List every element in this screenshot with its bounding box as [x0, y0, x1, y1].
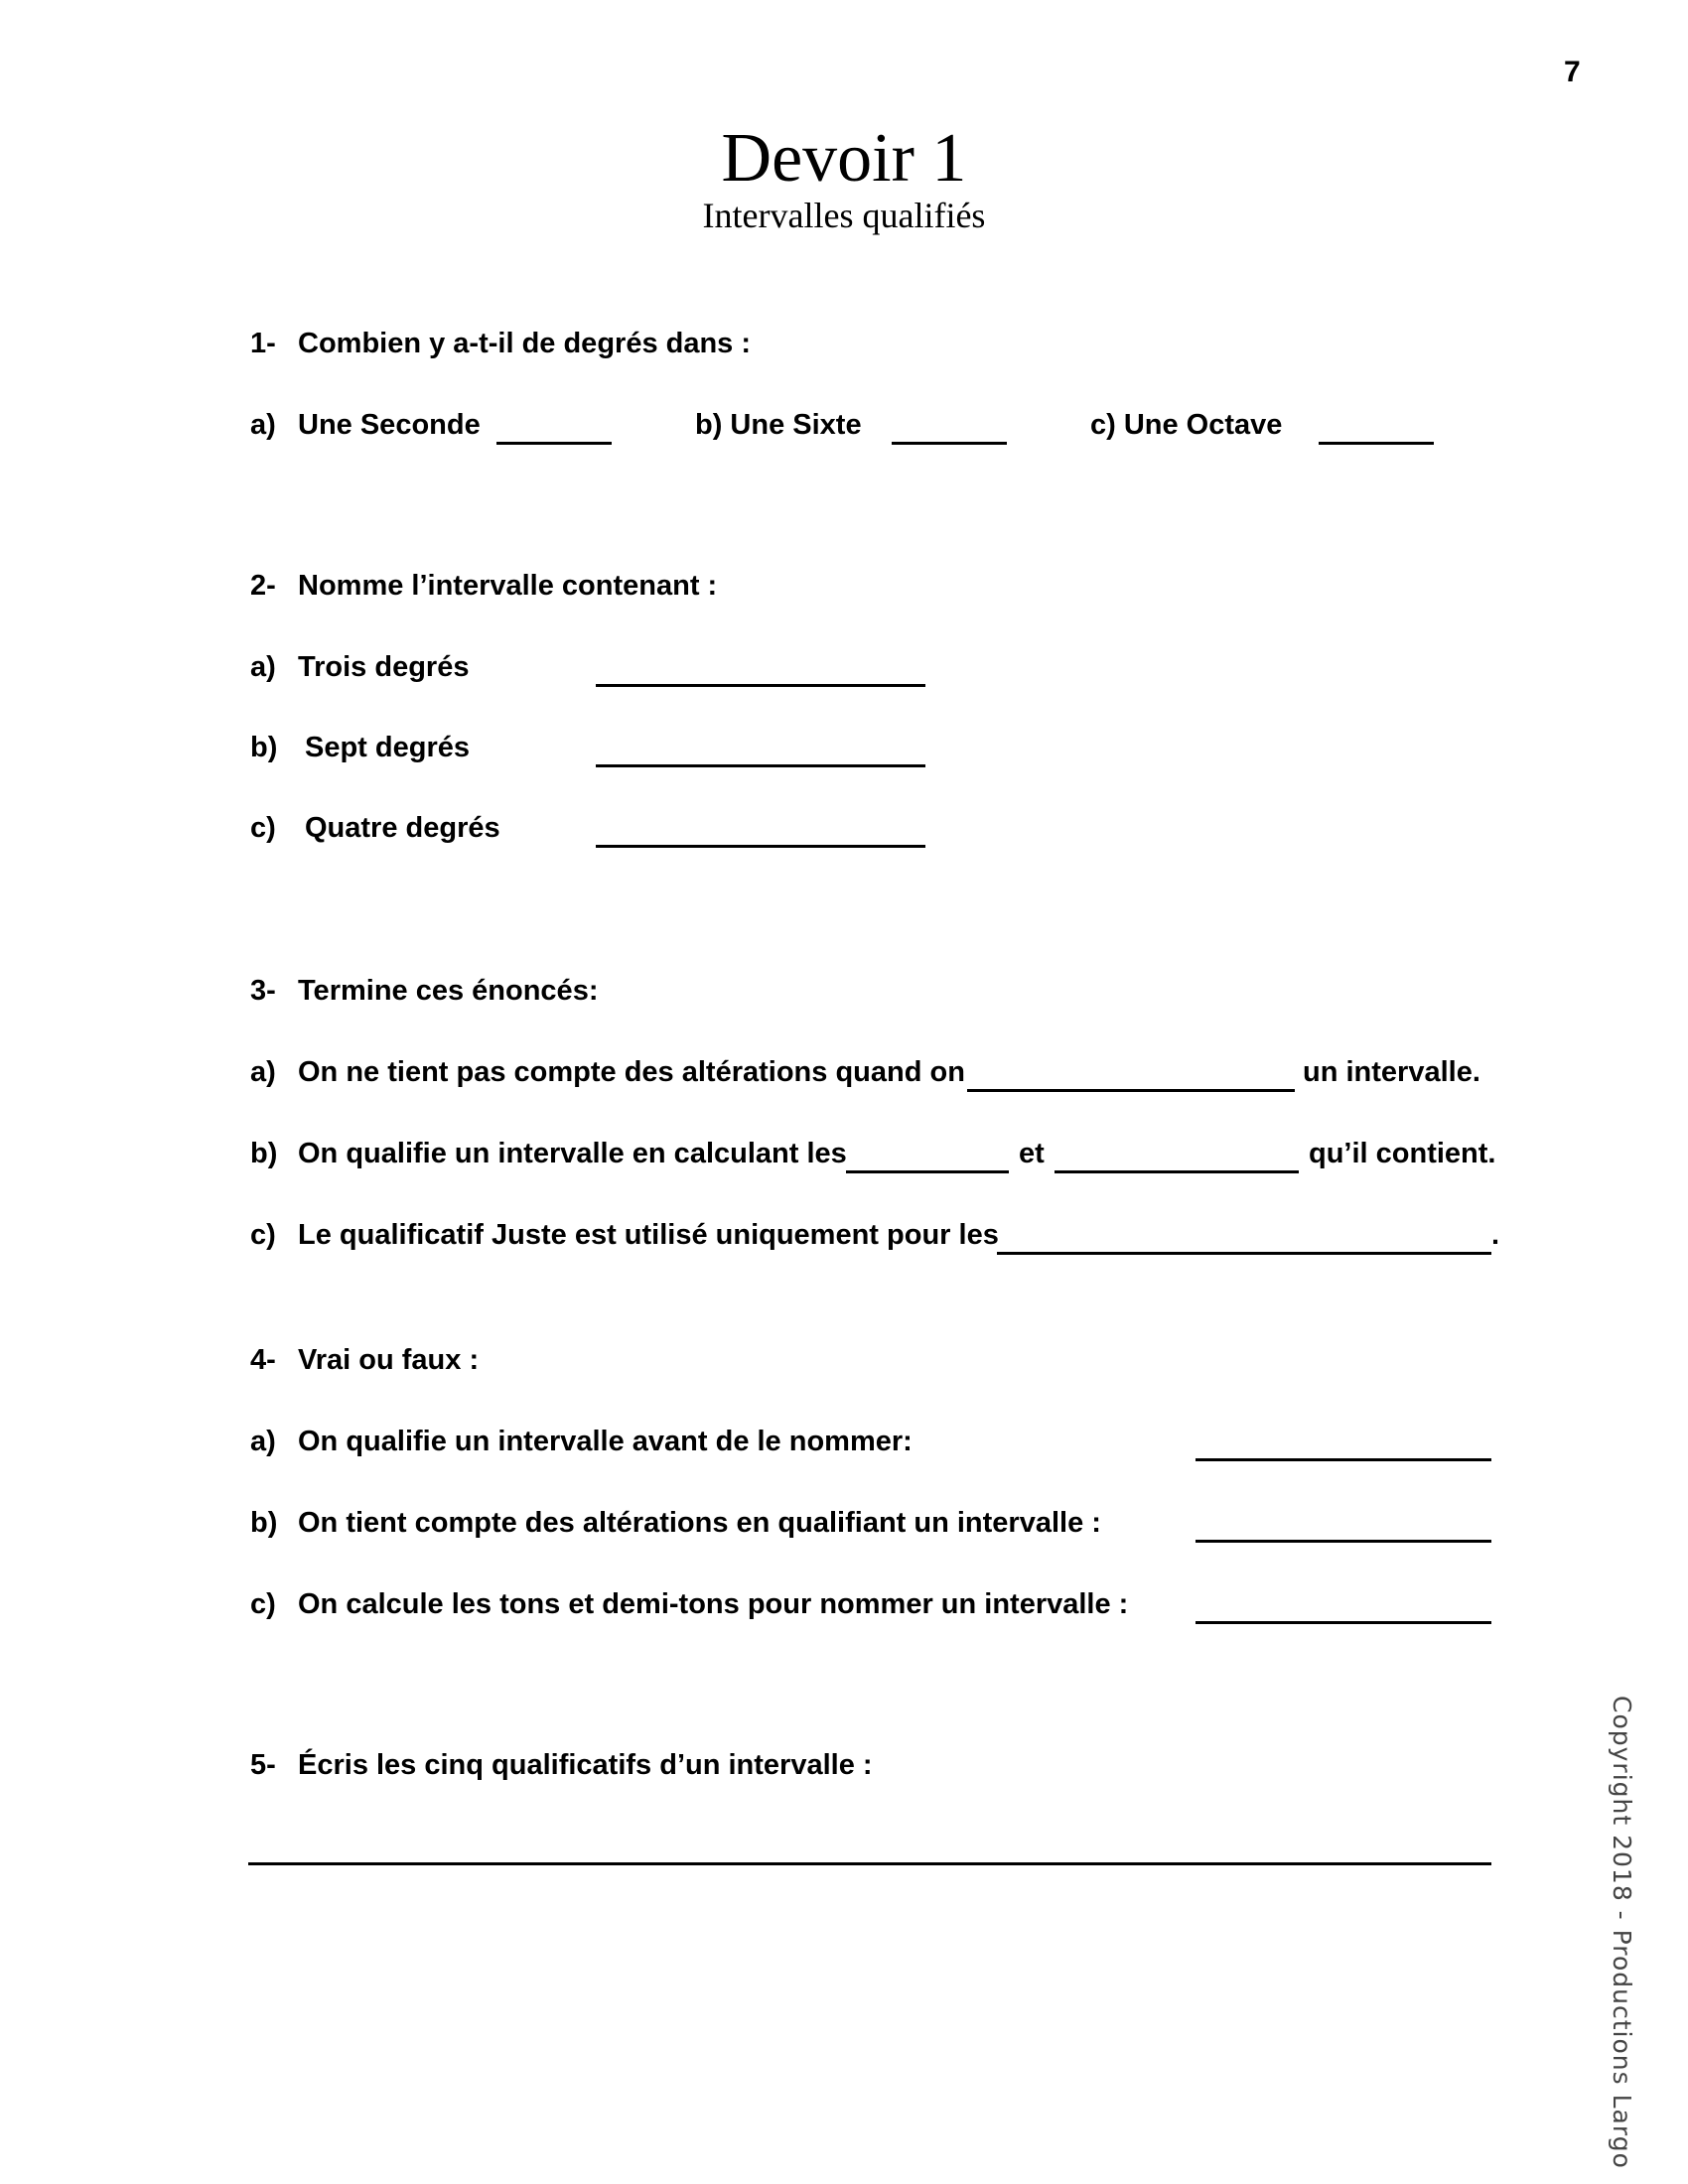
q4c-text: On calcule les tons et demi-tons pour nommer un intervalle : [298, 1588, 1129, 1620]
q1b-text: b) Une Sixte [695, 409, 862, 441]
q4-text: Vrai ou faux : [298, 1344, 480, 1376]
q3c-end: . [1491, 1219, 1500, 1251]
q3a-text-1: On ne tient pas compte des altérations quand on [298, 1056, 965, 1088]
q2c-answer-blank[interactable] [596, 845, 925, 848]
q3b-answer-blank-1[interactable] [846, 1170, 1009, 1173]
q2a-text: Trois degrés [298, 651, 470, 683]
q3b-text-1: On qualifie un intervalle en calculant les [298, 1138, 847, 1169]
page-title-text: Devoir 1 [721, 120, 967, 197]
q3c-bold-word: Juste [491, 1219, 567, 1251]
q3b-label: b) [250, 1138, 278, 1169]
q3a-answer-blank[interactable] [967, 1089, 1295, 1092]
q2b-label: b) [250, 732, 278, 763]
page-subtitle: Intervalles qualifiés [702, 196, 986, 235]
q4b-label: b) [250, 1507, 278, 1539]
q2-number: 2- [250, 570, 276, 602]
q3c-answer-blank[interactable] [997, 1252, 1491, 1255]
q5-text: Écris les cinq qualificatifs d’un intervalle : [298, 1749, 873, 1781]
q3-number: 3- [250, 975, 276, 1007]
q4a-text: On qualifie un intervalle avant de le nommer: [298, 1426, 913, 1457]
q4a-label: a) [250, 1426, 276, 1457]
q3-text: Termine ces énoncés: [298, 975, 599, 1007]
q2b-text: Sept degrés [305, 732, 470, 763]
copyright-notice: Copyright 2018 - Productions Largo [1608, 1696, 1636, 2169]
q2a-label: a) [250, 651, 276, 683]
q4c-label: c) [250, 1588, 276, 1620]
q3c-label: c) [250, 1219, 276, 1251]
q3c-text [298, 1219, 999, 1252]
q3b-text-3: qu’il contient. [1309, 1138, 1496, 1169]
q1a-answer-blank[interactable] [496, 442, 612, 445]
q4a-answer-blank[interactable] [1196, 1458, 1491, 1461]
q4b-text: On tient compte des altérations en qualifiant un intervalle : [298, 1507, 1101, 1539]
q1-text: Combien y a-t-il de degrés dans : [298, 328, 752, 359]
q5-answer-blank[interactable] [248, 1862, 1491, 1865]
q2a-answer-blank[interactable] [596, 684, 925, 687]
q3c-text-1: Le qualificatif [298, 1219, 484, 1251]
q4c-answer-blank[interactable] [1196, 1621, 1491, 1624]
q1c-answer-blank[interactable] [1319, 442, 1434, 445]
q4-number: 4- [250, 1344, 276, 1376]
q3b-text-2: et [1019, 1138, 1045, 1169]
q2c-text: Quatre degrés [305, 812, 500, 844]
q1b-answer-blank[interactable] [892, 442, 1007, 445]
q3b-answer-blank-2[interactable] [1055, 1170, 1299, 1173]
q1a-text: Une Seconde [298, 409, 481, 441]
q4b-answer-blank[interactable] [1196, 1540, 1491, 1543]
q2b-answer-blank[interactable] [596, 764, 925, 767]
q2-text: Nomme l’intervalle contenant : [298, 570, 718, 602]
q3c-text-2: est utilisé uniquement pour les [574, 1219, 999, 1251]
q5-number: 5- [250, 1749, 276, 1781]
page-title [0, 119, 1688, 199]
q1a-label: a) [250, 409, 276, 441]
q2c-label: c) [250, 812, 276, 844]
q3a-label: a) [250, 1056, 276, 1088]
page-number: 7 [1564, 56, 1581, 88]
q1c-text: c) Une Octave [1090, 409, 1283, 441]
q3a-text-2: un intervalle. [1303, 1056, 1480, 1088]
q1-number: 1- [250, 328, 276, 359]
